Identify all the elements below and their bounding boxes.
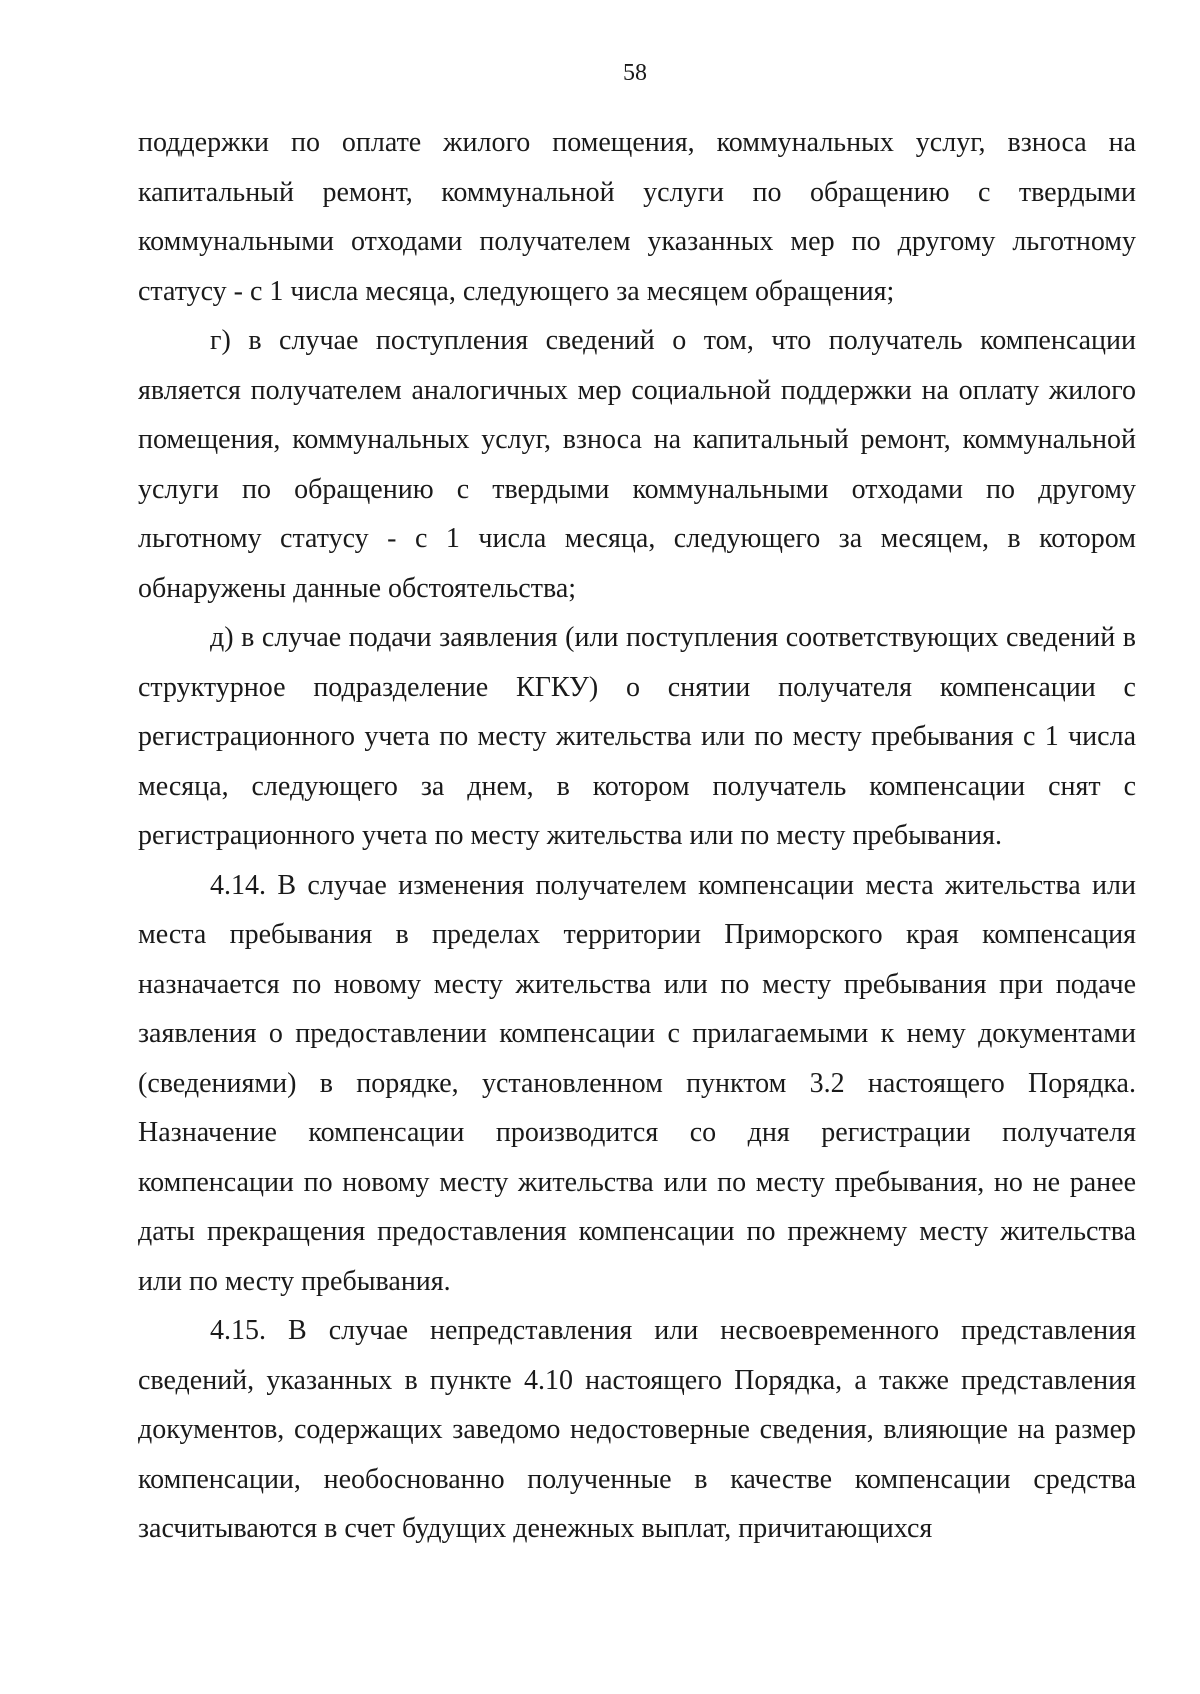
paragraph-4-14: 4.14. В случае изменения получателем компенсации места жительства или места пребывания в пределах территории Приморского края компенсация назначается по новому месту жительства или по месту пребывания при подаче заявления о предоставлении компенсации с прилагаемыми к нему документами (сведениями) в порядке, установленном пунктом 3.2 настоящего Порядка. Назначение компенсации производится со дня регистрации получателя компенсации по новому месту жительства или по месту пребывания, но не ранее даты прекращения предоставления компенсации по прежнему месту жительства или по месту пребывания. xyxy=(138,869,1136,1297)
page-number: 58 xyxy=(623,60,647,86)
document-body xyxy=(138,118,1136,1554)
paragraph-item-d: д) в случае подачи заявления (или поступления соответствующих сведений в структурное подразделение КГКУ) о снятии получателя компенсации с регистрационного учета по месту жительства или по месту пребывания с 1 числа месяца, следующего за днем, в котором получатель компенсации снят с регистрационного учета по месту жительства или по месту пребывания. xyxy=(138,622,1136,851)
paragraph-item-g: г) в случае поступления сведений о том, что получатель компенсации является получателем аналогичных мер социальной поддержки на оплату жилого помещения, коммунальных услуг, взноса на капитальный ремонт, коммунальной услуги по обращению с твердыми коммунальными отходами по другому льготному статусу - с 1 числа месяца, следующего за месяцем, в котором обнаружены данные обстоятельства; xyxy=(138,325,1136,604)
paragraph-4-15: 4.15. В случае непредставления или несвоевременного представления сведений, указанных в пункте 4.10 настоящего Порядка, а также представления документов, содержащих заведомо недостоверные сведения, влияющие на размер компенсации, необоснованно полученные в качестве компенсации средства засчитываются в счет будущих денежных выплат, причитающихся xyxy=(138,1315,1136,1544)
paragraph-continuation: поддержки по оплате жилого помещения, коммунальных услуг, взноса на капитальный ремонт, коммунальной услуги по обращению с твердыми коммунальными отходами получателем указанных мер по другому льготному статусу - с 1 числа месяца, следующего за месяцем обращения; xyxy=(138,127,1136,307)
